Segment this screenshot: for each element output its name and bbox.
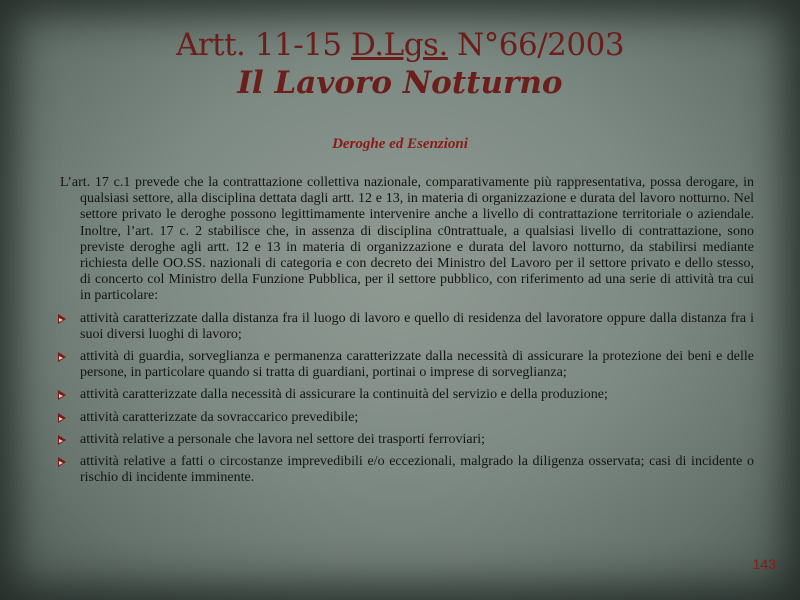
page-number: 143 <box>752 556 776 572</box>
arrow-bullet-icon <box>58 314 66 324</box>
list-item <box>60 311 754 343</box>
arrow-bullet-icon <box>58 352 66 362</box>
list-item <box>60 454 754 486</box>
list-item-text: attività caratterizzate da sovraccarico prevedibile; <box>80 409 359 425</box>
slide-body <box>60 175 754 492</box>
list-item-text: attività caratterizzate dalla distanza fra il luogo di lavoro e quello di residenza del lavoratore oppure dalla distanza fra i suoi diversi luoghi di lavoro; <box>80 310 754 342</box>
list-item-text: attività relative a fatti o circostanze imprevedibili e/o eccezionali, malgrado la diligenza osservata; casi di incidente o rischio di incidente imminente. <box>80 454 754 486</box>
arrow-bullet-icon <box>58 390 66 400</box>
title-underlined: D.Lgs. <box>351 27 448 63</box>
arrow-bullet-icon <box>58 435 66 445</box>
list-item <box>60 432 754 448</box>
title-suffix: N°66/2003 <box>447 27 625 63</box>
intro-paragraph: L’art. 17 c.1 prevede che la contrattazione collettiva nazionale, comparativamente più rappresentativa, possa derogare, in qualsiasi settore, alla disciplina dettata dagli artt. 12 e 13, in materia di organizzazione e durata del lavoro notturno. Nel settore privato le deroghe possono legittimamente intervenire anche a livello di contrattazione territoriale o aziendale. Inoltre, l’art. 17 c. 2 stabilisce che, in assenza di disciplina c0ntrattuale, a qualsiasi livello di contrattazione, sono previste deroghe agli artt. 12 e 13 in materia di organizzazione e durata del lavoro notturno, da stabilirsi mediante richiesta delle OO.SS. nazionali di categoria e con decreto dei Ministro del Lavoro per il settore privato e dello stesso, di concerto col Ministro della Funzione Pubblica, per il settore pubblico, con riferimento ad una serie di attività tra cui in particolare: <box>60 175 754 304</box>
slide-title <box>0 26 800 102</box>
list-item-text: attività relative a personale che lavora nel settore dei trasporti ferroviari; <box>80 431 486 447</box>
list-item <box>60 387 754 403</box>
list-item-text: attività di guardia, sorveglianza e permanenza caratterizzate dalla necessità di assicurare la protezione dei beni e delle persone, in particolare quando si tratta di guardiani, portinai o imprese di sorveglianza; <box>80 349 754 381</box>
list-item-text: attività caratterizzate dalla necessità di assicurare la continuità del servizio e della produzione; <box>80 387 608 403</box>
title-prefix: Artt. 11-15 <box>175 27 351 63</box>
arrow-bullet-icon <box>58 413 66 423</box>
arrow-bullet-icon <box>58 457 66 467</box>
list-item <box>60 410 754 426</box>
title-line-2: Il Lavoro Notturno <box>237 65 563 101</box>
list-item <box>60 349 754 381</box>
section-subtitle: Deroghe ed Esenzioni <box>332 136 468 152</box>
bullet-list <box>60 311 754 487</box>
title-line-1 <box>0 26 800 64</box>
